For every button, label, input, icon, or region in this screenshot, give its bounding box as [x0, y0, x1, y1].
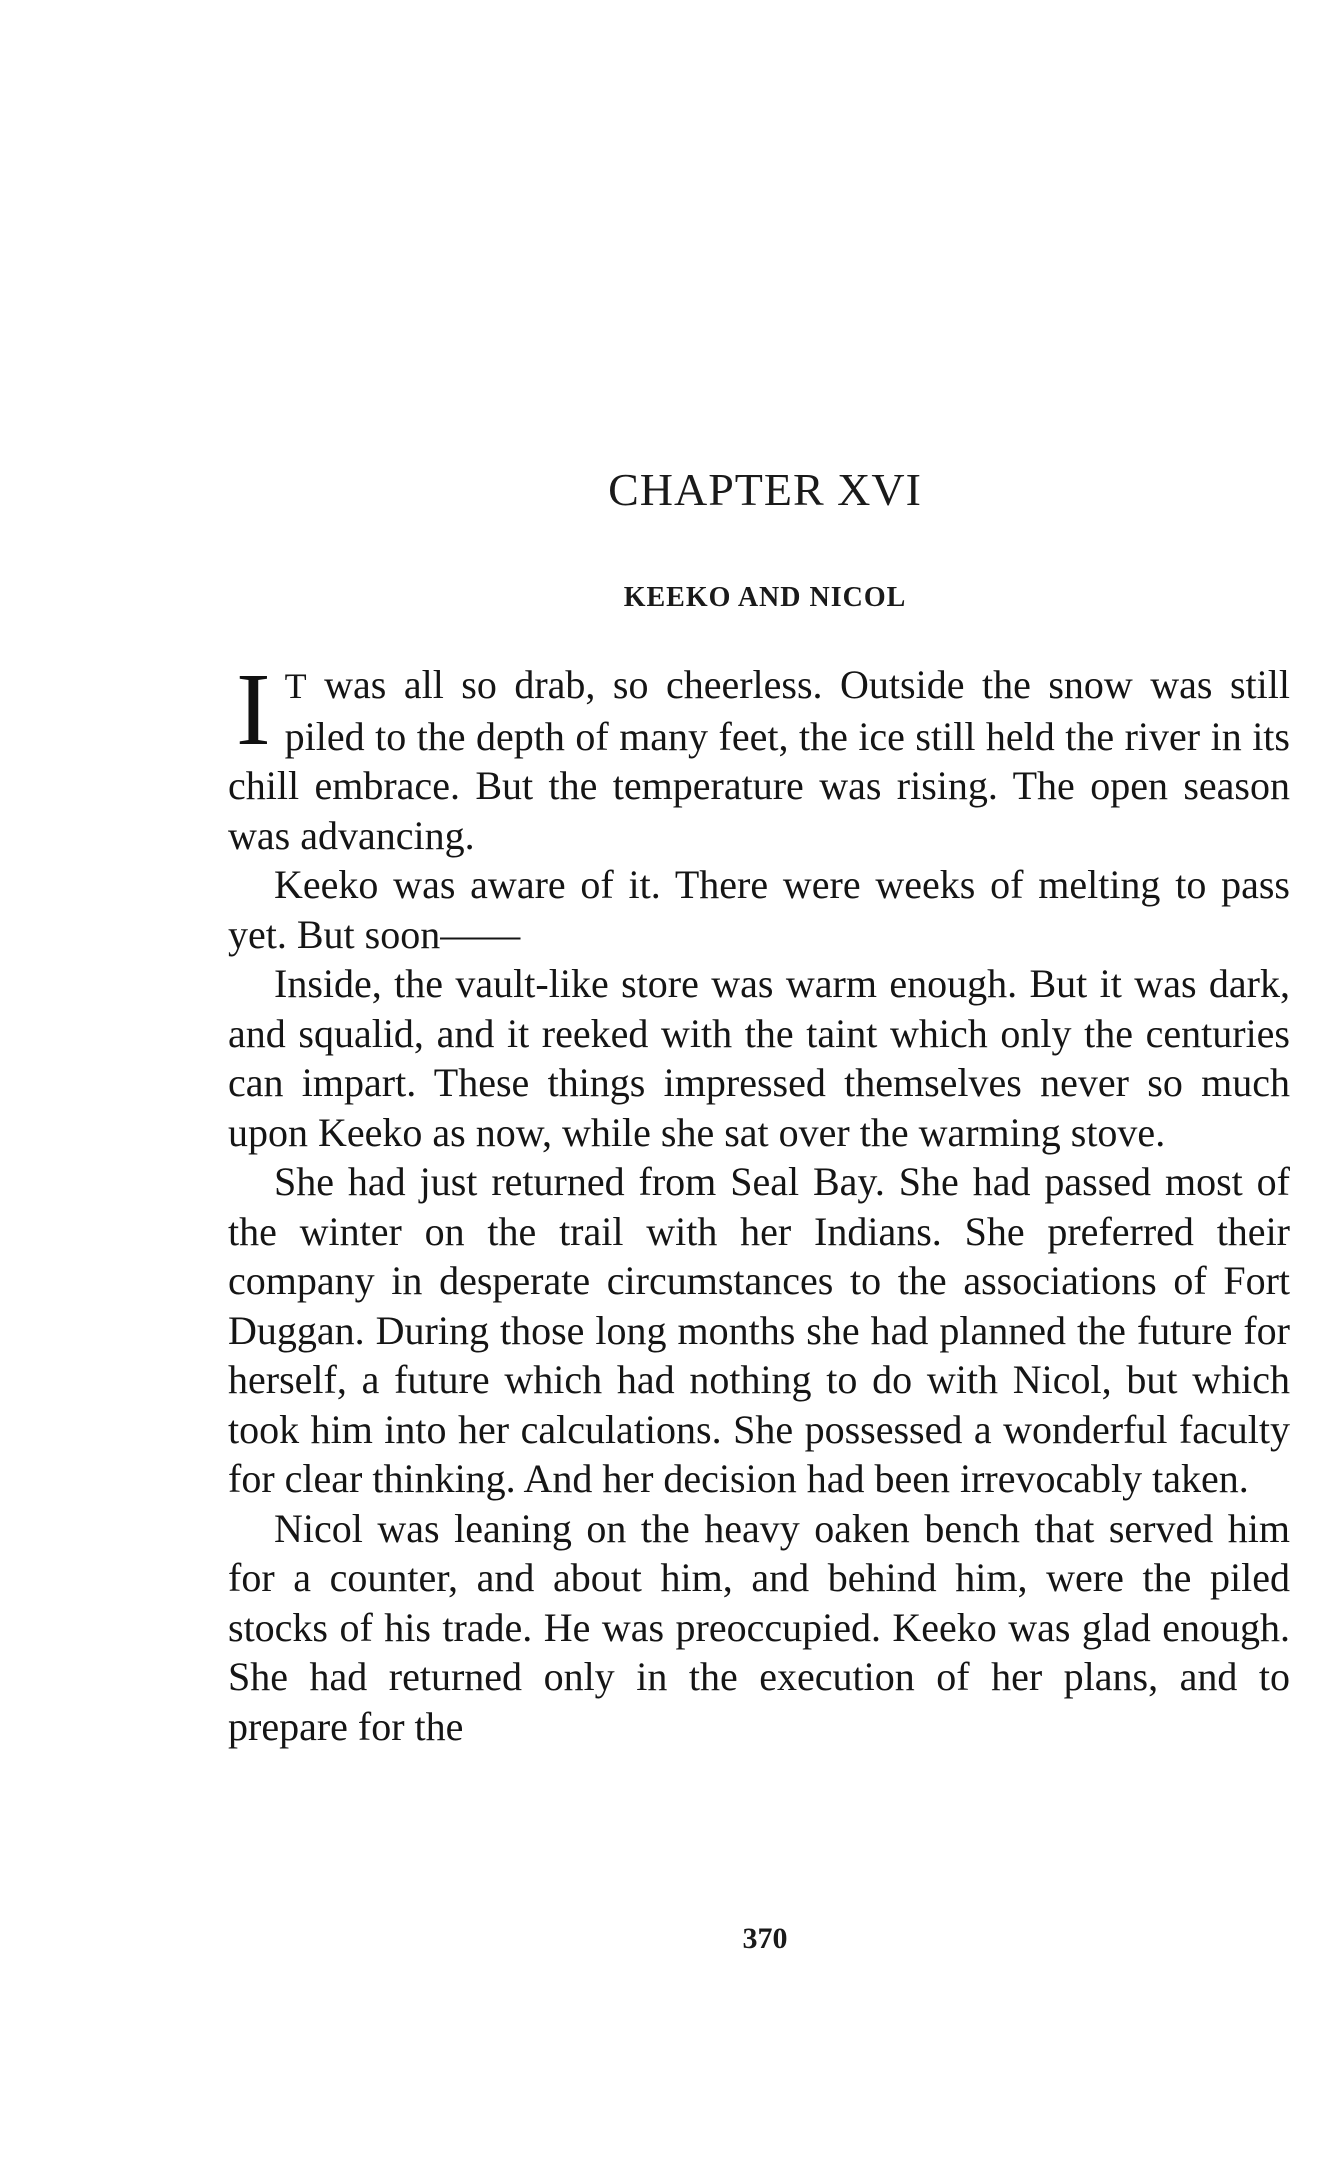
paragraph-1-lead: T: [284, 666, 307, 706]
paragraph-2: Keeko was aware of it. There were weeks of melting to pass yet. But soon——: [228, 862, 1290, 957]
paragraph-5: Nicol was leaning on the heavy oaken bench that served him for a counter, and about him, and behind him, were the piled stocks of his trade. He was preoccupied. Keeko was glad enough. She had returned only in the execution of her plans, and to prepare for the: [228, 1505, 1290, 1749]
page-number: 370: [742, 1922, 788, 1955]
chapter-body: [228, 652, 1290, 1751]
drop-cap: I: [236, 652, 271, 767]
chapter-subtitle: KEEKO AND NICOL: [623, 582, 907, 613]
paragraph-1-text: was all so drab, so cheerless. Outside the snow was still piled to the depth of many feet, the ice still held the river in its chill embrace. But the temperature was rising. The open season was advancing.: [228, 662, 1290, 858]
paragraph-1: [228, 652, 1290, 860]
paragraph-4: She had just returned from Seal Bay. She had passed most of the winter on the trail with her Indians. She preferred their company in desperate circumstances to the associations of Fort Duggan. During those long months she had planned the future for herself, a future which had nothing to do with Nicol, but which took him into her calculations. She possessed a wonderful faculty for clear thinking. And her decision had been irrevocably taken.: [228, 1159, 1290, 1501]
paragraph-3: Inside, the vault-like store was warm enough. But it was dark, and squalid, and it reeked with the taint which only the centuries can impart. These things impressed themselves never so much upon Keeko as now, while she sat over the warming stove.: [228, 961, 1290, 1155]
chapter-title: CHAPTER XVI: [608, 464, 922, 515]
